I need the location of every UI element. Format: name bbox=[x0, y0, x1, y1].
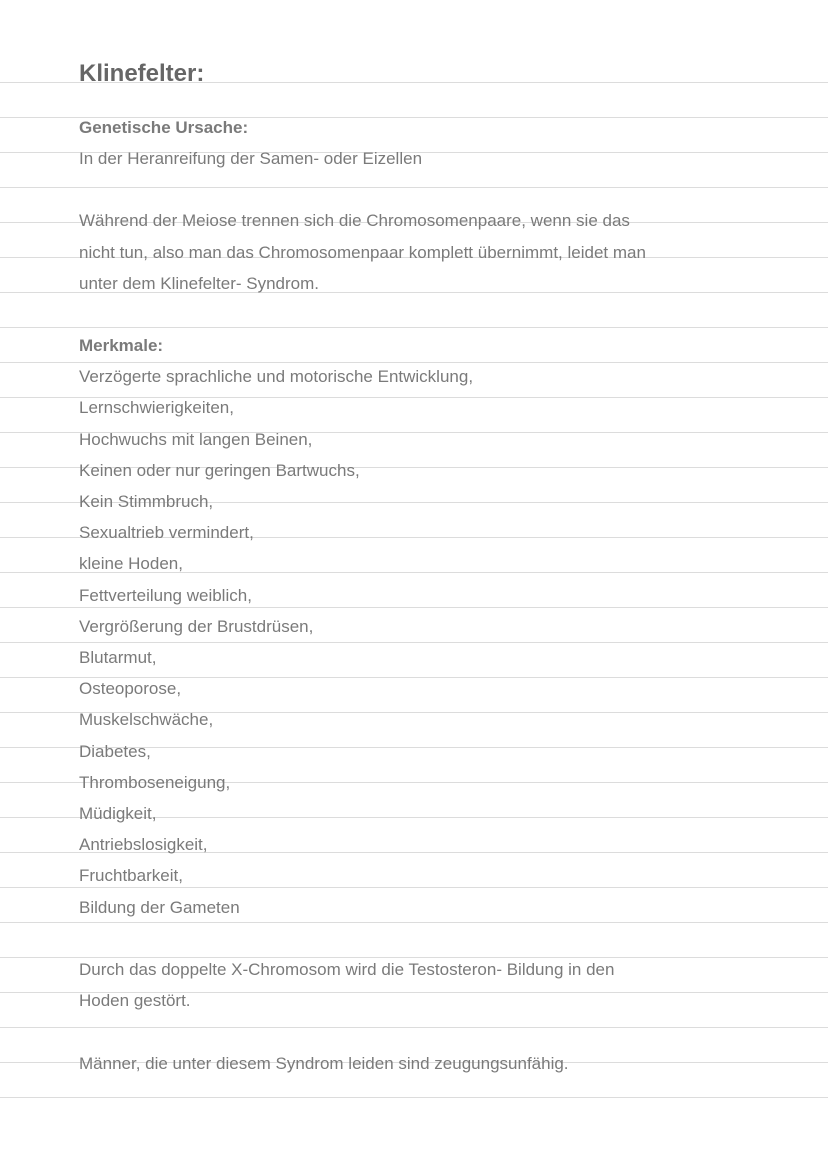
meiosis-text-line: unter dem Klinefelter- Syndrom. bbox=[79, 273, 319, 293]
feature-item: kleine Hoden, bbox=[79, 554, 183, 574]
feature-item: Kein Stimmbruch, bbox=[79, 492, 214, 511]
feature-item: Fruchtbarkeit, bbox=[79, 866, 183, 886]
testosterone-text-line: Hoden gestört. bbox=[79, 991, 191, 1011]
note-content bbox=[79, 58, 779, 1079]
features-list bbox=[79, 361, 779, 923]
meiosis-text-line: nicht tun, also man das Chromosomenpaar komplett übernimmt, leidet man bbox=[79, 242, 646, 262]
rule-line bbox=[0, 1097, 828, 1098]
feature-item: Hochwuchs mit langen Beinen, bbox=[79, 429, 313, 449]
feature-item: Keinen oder nur geringen Bartwuchs, bbox=[79, 460, 360, 480]
feature-item: Müdigkeit, bbox=[79, 804, 157, 824]
feature-item: Verzögerte sprachliche und motorische Entwicklung, bbox=[79, 367, 474, 387]
feature-item: Diabetes, bbox=[79, 741, 151, 761]
feature-item: Blutarmut, bbox=[79, 648, 157, 668]
feature-item: Osteoporose, bbox=[79, 679, 182, 699]
feature-item: Lernschwierigkeiten, bbox=[79, 398, 234, 418]
features-heading: Merkmale: bbox=[79, 336, 164, 356]
feature-item: Sexualtrieb vermindert, bbox=[79, 523, 254, 543]
feature-item: Muskelschwäche, bbox=[79, 710, 214, 730]
cause-text: In der Heranreifung der Samen- oder Eizellen bbox=[79, 149, 423, 168]
page-title: Klinefelter: bbox=[79, 60, 205, 87]
testosterone-text-line: Durch das doppelte X-Chromosom wird die Testosteron- Bildung in den bbox=[79, 960, 615, 980]
conclusion-text: Männer, die unter diesem Syndrom leiden sind zeugungsunfähig. bbox=[79, 1053, 569, 1073]
cause-heading: Genetische Ursache: bbox=[79, 118, 249, 137]
feature-item: Thromboseneigung, bbox=[79, 772, 231, 792]
feature-item: Fettverteilung weiblich, bbox=[79, 585, 252, 605]
feature-item: Bildung der Gameten bbox=[79, 897, 240, 917]
meiosis-text-line: Während der Meiose trennen sich die Chromosomenpaare, wenn sie das bbox=[79, 211, 630, 231]
feature-item: Vergrößerung der Brustdrüsen, bbox=[79, 616, 314, 636]
feature-item: Antriebslosigkeit, bbox=[79, 835, 208, 855]
